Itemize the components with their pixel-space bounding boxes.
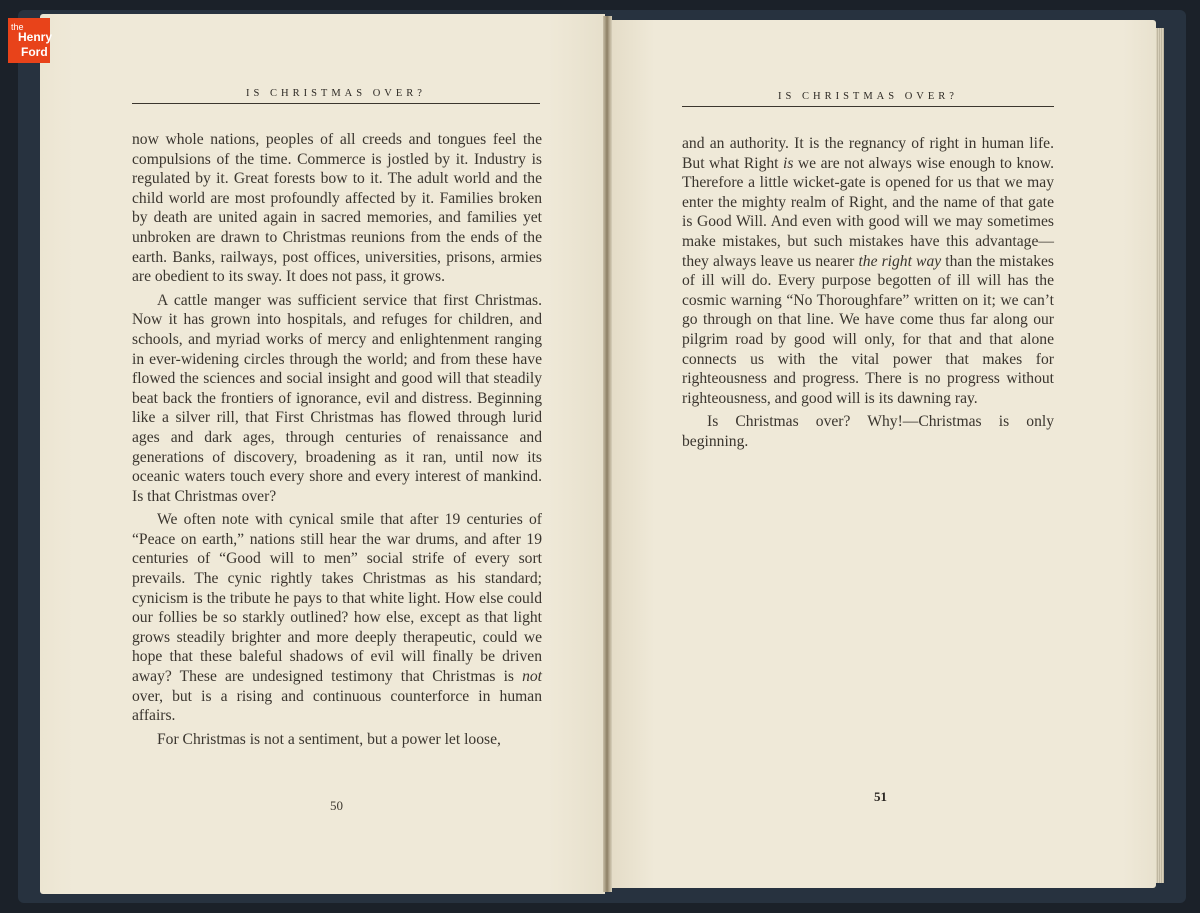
logo-text-henry: Henry bbox=[18, 30, 53, 44]
paragraph: A cattle manger was sufficient service that first Christmas. Now it has grown into hospitals, and refuges for children, and schools, and myriad works of mercy and enlightenment ranging in ever-widening circles through the world; and from these have flowed the sciences and social insight and good will that steadily beat back the frontiers of ignorance, evil and distress. Beginning like a silver rill, that First Christmas has flowed through lurid ages and dark ages, through centuries of renaissance and generations of discovery, broadening as it ran, until now its oceanic waters touch every shore and every interest of mankind. Is that Christmas over? bbox=[132, 291, 542, 505]
page-edges bbox=[1156, 28, 1164, 883]
page-number-left: 50 bbox=[330, 798, 343, 813]
left-page-text bbox=[132, 130, 542, 749]
right-running-head: IS CHRISTMAS OVER? bbox=[682, 91, 1054, 107]
page-number-right: 51 bbox=[874, 789, 887, 804]
logo-text-the: the bbox=[11, 22, 24, 32]
paragraph: Is Christmas over? Why!—Christmas is only beginning. bbox=[682, 413, 1054, 450]
logo-text-ford: Ford bbox=[21, 45, 48, 59]
henry-ford-logo bbox=[8, 18, 53, 63]
paragraph: For Christmas is not a sentiment, but a power let loose, bbox=[157, 730, 501, 748]
paragraph: We often note with cynical smile that after 19 centuries of “Peace on earth,” nations still hear the war drums, and after 19 centuries of “Good will to men” social strife of every sort prevails. The cynic rightly takes Christmas as his standard; cynicism is the tribute he pays to that white light. How else could our follies be so starkly outlined? how else, except as that light grows steadily brighter and more deeply therapeutic, could we hope that these baleful shadows of evil will finally be driven away? These are undesigned testimony that Christmas is not over, but is a rising and continuous counterforce in human affairs. bbox=[132, 511, 542, 725]
paragraph: now whole nations, peoples of all creeds and tongues feel the compulsions of the time. Commerce is jostled by it. Industry is regulated by it. Great forests bow to it. The adult world and the child world are most profoundly affected by it. Families broken by death are united again in sacred memories, and families yet unbroken are drawn to Christmas reunions from the ends of the earth. Banks, railways, post offices, universities, prisons, armies are obedient to its sway. It does not pass, it grows. bbox=[132, 131, 542, 286]
right-page-text bbox=[682, 134, 1054, 452]
left-running-head: IS CHRISTMAS OVER? bbox=[132, 88, 540, 104]
book-gutter bbox=[603, 16, 612, 892]
paragraph: and an authority. It is the regnancy of right in human life. But what Right is we are not always wise enough to know. Therefore a little wicket-gate is opened for us that we may enter the mighty realm of Right, and the name of that gate is Good Will. And even with good will we may sometimes make mistakes, but such mistakes have this advantage— they always leave us nearer the right way than the mistakes of ill will do. Every purpose begotten of ill will has the cosmic warning “No Thoroughfare” written on it; we can’t go through on that line. We have come thus far along our pilgrim road by good will only, for that and that alone connects us with the vital power that makes for righteousness and progress. There is no progress without righteousness, and good will is its dawning ray. bbox=[682, 135, 1054, 407]
